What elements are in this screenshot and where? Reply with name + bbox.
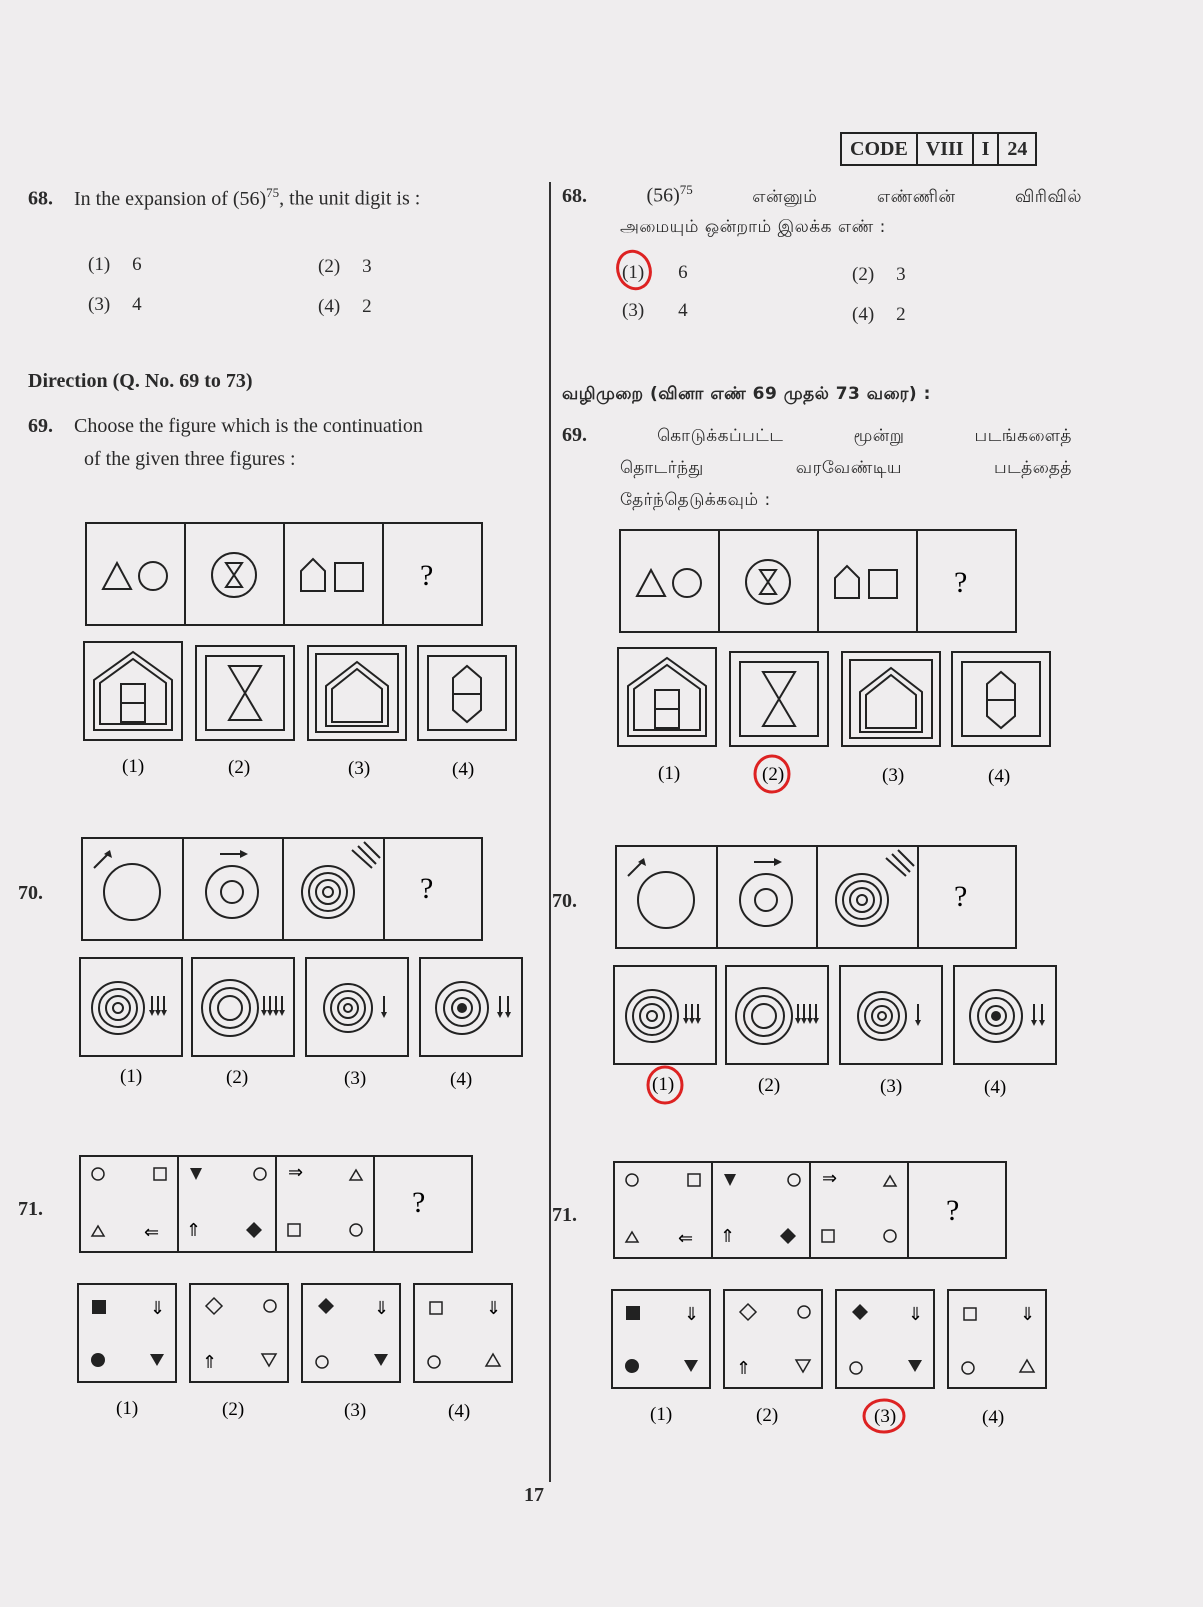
q69-en-label-3: (3) <box>348 758 371 779</box>
q71-ta-number: 71. <box>552 1204 577 1226</box>
q70-en-label-4: (4) <box>450 1069 473 1090</box>
q68-en-exponent: 75 <box>266 185 280 200</box>
q68-ta-option-3: (3) 4 <box>622 300 688 321</box>
q68-en-number: 68. <box>28 187 53 210</box>
q71-en-label-1: (1) <box>116 1398 139 1419</box>
code-page: 24 <box>1007 138 1028 160</box>
q69-ta: 69. கொடுக்கப்பட்ட மூன்று படங்களைத் தொடர்ந்து வரவேண்டிய படத்தைத் தேர்ந்தெடுக்கவும் : <box>562 424 1072 510</box>
q69-en-number: 69. <box>28 415 53 437</box>
q68-en-option-3: (3) 4 <box>88 294 142 315</box>
q68-en-option-1: (1) 6 <box>88 254 142 275</box>
q68-ta-line2: அமையும் ஒன்றாம் இலக்க எண் : <box>620 216 886 237</box>
page-number: 17 <box>524 1484 544 1506</box>
q69-ta-question-mark: ? <box>954 566 968 599</box>
code-label: CODE <box>842 134 918 164</box>
q69-en-line1: Choose the figure which is the continuation <box>74 415 423 437</box>
q70-ta-label-2: (2) <box>758 1075 781 1096</box>
q71-ta-label-2: (2) <box>756 1405 779 1426</box>
q68-ta-word2: எண்ணின் <box>876 186 956 207</box>
q69-en-option-figures <box>84 642 516 740</box>
q69-ta-label-4: (4) <box>988 766 1011 787</box>
q68-ta-option-1: (1) 6 <box>622 262 688 283</box>
q70-en-label-1: (1) <box>120 1066 143 1087</box>
q71-en-option-figures <box>78 1284 512 1382</box>
q71-ta-question-mark: ? <box>946 1194 960 1227</box>
q70-ta-label-4: (4) <box>984 1077 1007 1098</box>
q71-ta-label-4: (4) <box>982 1407 1005 1428</box>
q71-en-number: 71. <box>18 1198 43 1220</box>
code-class: VIII <box>918 134 974 164</box>
q68-ta-word1: என்னும் <box>752 186 818 207</box>
q70-en-question-mark: ? <box>420 872 434 905</box>
q69-ta-label-1: (1) <box>658 763 681 784</box>
q70-ta-number: 70. <box>552 890 577 912</box>
q70-en-label-2: (2) <box>226 1067 249 1088</box>
q70-en-option-figures <box>80 958 522 1056</box>
q69-en-label-2: (2) <box>228 757 251 778</box>
q69-en-label-1: (1) <box>122 756 145 777</box>
q68-en-text: In the expansion of (56) <box>74 187 267 210</box>
q69-ta-label-3: (3) <box>882 765 905 786</box>
q68-en-option-4: (4) 2 <box>318 296 372 317</box>
direction-ta: வழிமுறை (வினா எண் 69 முதல் 73 வரை) : <box>562 384 931 404</box>
q71-en-label-3: (3) <box>344 1400 367 1421</box>
q71-ta-label-3: (3) <box>874 1406 897 1427</box>
q70-en-number: 70. <box>18 882 43 904</box>
q69-en-label-4: (4) <box>452 759 475 780</box>
q68-en-text-end: , the unit digit is : <box>279 187 421 210</box>
q71-en-label-4: (4) <box>448 1401 471 1422</box>
q69-en-line2: of the given three figures : <box>84 448 296 470</box>
q69-ta-option-figures <box>618 648 1050 746</box>
q70-ta-label-3: (3) <box>880 1076 903 1097</box>
q68-en-option-2: (2) 3 <box>318 256 372 277</box>
q70-ta-question-mark: ? <box>954 880 968 913</box>
q71-ta-option-figures <box>612 1290 1046 1388</box>
q68-ta-option-4: (4) 2 <box>852 304 906 325</box>
q68-ta-word3: விரிவில் <box>1014 186 1082 207</box>
q69-ta-number: 69. <box>562 424 587 446</box>
figures-layer: ⇐ ⇑ ⇒ ⇓ ⇑ ⇓ ⇓ ? ? ? ? ? ? (1) (2) (3) (4) (1) (2) (3) (4) (1) (2) (3) (4) (1) (2) (3) (4) (1) (2) (3) (4) (1) (2) (3) (4) <box>0 0 1203 1607</box>
q71-ta-label-1: (1) <box>650 1404 673 1425</box>
q69-en-question-mark: ? <box>420 559 434 592</box>
q69-ta-line3: தேர்ந்தெடுக்கவும் : <box>620 490 771 510</box>
q71-en-label-2: (2) <box>222 1399 245 1420</box>
q71-en-question-mark: ? <box>412 1186 426 1219</box>
q68-ta-number: 68. <box>562 184 587 207</box>
q68-ta-base: (56) <box>646 184 680 207</box>
q68-ta-option-2: (2) 3 <box>852 264 906 285</box>
q69-ta-label-2: (2) <box>762 764 785 785</box>
q68-ta-exponent: 75 <box>679 182 693 197</box>
q70-en-label-3: (3) <box>344 1068 367 1089</box>
q70-ta-label-1: (1) <box>652 1074 675 1095</box>
direction-en: Direction (Q. No. 69 to 73) <box>28 370 253 392</box>
code-paper: I <box>974 134 1000 164</box>
q68-answer-mark <box>612 247 655 294</box>
q70-ta-option-figures <box>614 966 1056 1064</box>
